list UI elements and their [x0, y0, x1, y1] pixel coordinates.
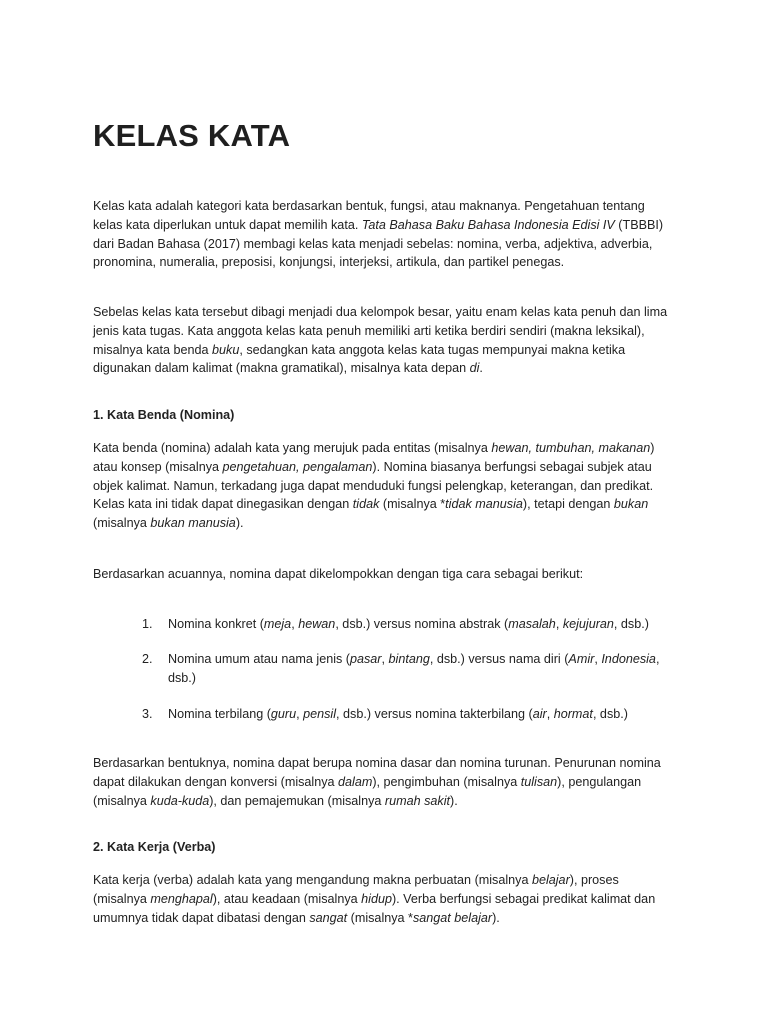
- example-term: kejujuran: [562, 617, 614, 631]
- example-term: dalam: [338, 774, 373, 789]
- text-span: , sedangkan kata anggota kelas kata tugas mempunyai makna ketika digunakan dalam kalimat (makna gramatikal), misalnya kata depan: [93, 342, 626, 376]
- text-span: Kata kerja (verba) adalah kata yang mengandung makna perbuatan (misalnya: [93, 873, 532, 887]
- text-span: .: [479, 361, 483, 376]
- text-span: , dsb.) versus nama diri (: [429, 652, 569, 666]
- list-number: 2.: [142, 652, 153, 666]
- text-span: ,: [594, 652, 602, 666]
- example-term: tidak manusia: [445, 497, 523, 512]
- example-term: masalah: [508, 617, 556, 631]
- text-span: ) atau konsep (misalnya: [93, 441, 655, 474]
- text-span: (TBBBI) dari Badan Bahasa (2017) membagi kelas kata menjadi sebelas: nomina, verba, adjektiva, adverbia, pronomina, numeralia, preposisi, konjungsi, interjeksi, artikula, dan partikel penegas.: [93, 217, 664, 270]
- example-term: hewan, tumbuhan, makanan: [491, 441, 651, 455]
- list-item: [142, 705, 673, 724]
- text-span: ,: [546, 707, 554, 721]
- text-span: ), tetapi dengan: [522, 497, 614, 512]
- text-span: ,: [555, 617, 563, 631]
- example-term: pensil: [303, 707, 337, 721]
- grouping-paragraph: Berdasarkan acuannya, nomina dapat dikelompokkan dengan tiga cara sebagai berikut:: [93, 567, 584, 581]
- example-term: belajar: [531, 873, 570, 887]
- text-span: ,: [291, 617, 299, 631]
- section-heading-nomina: 1. Kata Benda (Nomina): [93, 408, 235, 422]
- list-number: 3.: [142, 707, 153, 721]
- text-span: , dsb.) versus nomina takterbilang (: [336, 707, 533, 721]
- text-span: ,: [296, 707, 304, 721]
- text-span: ), pengulangan (misalnya: [93, 774, 642, 808]
- text-span: , dsb.) versus nomina abstrak (: [335, 617, 509, 631]
- text-span: ), dan pemajemukan (misalnya: [209, 793, 385, 808]
- text-span: ).: [235, 516, 244, 531]
- text-span: Sebelas kelas kata tersebut dibagi menjadi dua kelompok besar, yaitu enam kelas kata penuh dan lima jenis kata tugas. Kata anggota kelas kata penuh memiliki arti ketika berdiri sendiri (makna leksikal), misalnya kata benda: [93, 305, 668, 357]
- example-term: air: [532, 707, 547, 721]
- example-term: sangat belajar: [412, 910, 493, 925]
- verba-paragraph: [93, 871, 673, 927]
- list-item: [142, 650, 673, 688]
- text-span: ), atau keadaan (misalnya: [212, 891, 362, 906]
- example-term: buku: [212, 342, 240, 357]
- example-term: hormat: [553, 707, 593, 721]
- text-span: , dsb.): [168, 652, 660, 685]
- text-span: Nomina umum atau nama jenis (: [168, 652, 350, 666]
- example-term: hewan: [298, 617, 336, 631]
- form-paragraph: [93, 754, 673, 810]
- text-span: Kata benda (nomina) adalah kata yang merujuk pada entitas (misalnya: [93, 441, 492, 455]
- text-span: ,: [381, 652, 389, 666]
- example-term: bukan: [613, 497, 649, 512]
- example-term: bintang: [388, 652, 430, 666]
- example-term: tulisan: [520, 774, 558, 789]
- text-span: (misalnya *: [347, 910, 413, 925]
- text-span: Nomina terbilang (: [168, 707, 271, 721]
- text-span: (misalnya *: [379, 497, 446, 512]
- intro-paragraph: [93, 197, 673, 272]
- list-item: [142, 615, 673, 634]
- text-span: , dsb.): [592, 707, 628, 721]
- example-term: rumah sakit: [384, 793, 450, 808]
- example-term: hidup: [361, 891, 392, 906]
- text-span: ), pengimbuhan (misalnya: [372, 774, 521, 789]
- example-term: pengetahuan, pengalaman: [222, 459, 373, 474]
- example-term: meja: [263, 617, 292, 631]
- example-term: sangat: [309, 910, 348, 925]
- classification-paragraph: [93, 303, 673, 378]
- page-title: KELAS KATA: [93, 118, 291, 153]
- example-term: kuda-kuda: [150, 793, 210, 808]
- text-span: ), proses (misalnya: [93, 873, 619, 906]
- example-term: tidak: [352, 497, 380, 512]
- example-term: menghapal: [150, 891, 213, 906]
- example-term: bukan manusia: [150, 516, 236, 531]
- text-span: ).: [492, 910, 500, 925]
- nomina-paragraph: [93, 439, 673, 533]
- text-span: (misalnya: [93, 516, 151, 531]
- text-span: ).: [450, 793, 458, 808]
- text-span: Kelas kata adalah kategori kata berdasarkan bentuk, fungsi, atau maknanya. Pengetahuan tentang kelas kata diperlukan untuk dapat memilih kata.: [93, 199, 645, 232]
- text-span: ). Nomina biasanya berfungsi sebagai subjek atau objek kalimat. Namun, terkadang juga dapat menduduki fungsi pelengkap, keterangan, dan predikat. Kelas kata ini tidak dapat dinegasikan dengan: [93, 459, 654, 512]
- text-span: Berdasarkan bentuknya, nomina dapat berupa nomina dasar dan nomina turunan. Penurunan nomina dapat dilakukan dengan konversi (misalnya: [93, 756, 661, 789]
- section-heading-verba: 2. Kata Kerja (Verba): [93, 840, 216, 854]
- example-term: di: [469, 361, 480, 376]
- list-number: 1.: [142, 617, 153, 631]
- text-span: Nomina konkret (: [168, 617, 264, 631]
- example-term: Amir: [568, 652, 595, 666]
- example-term: Indonesia: [601, 652, 656, 666]
- example-term: guru: [270, 707, 297, 721]
- example-term: pasar: [350, 652, 382, 666]
- book-title-link[interactable]: Tata Bahasa Baku Bahasa Indonesia Edisi IV: [358, 217, 615, 232]
- text-span: , dsb.): [613, 617, 649, 631]
- text-span: ). Verba berfungsi sebagai predikat kalimat dan umumnya tidak dapat dibatasi dengan: [93, 891, 656, 925]
